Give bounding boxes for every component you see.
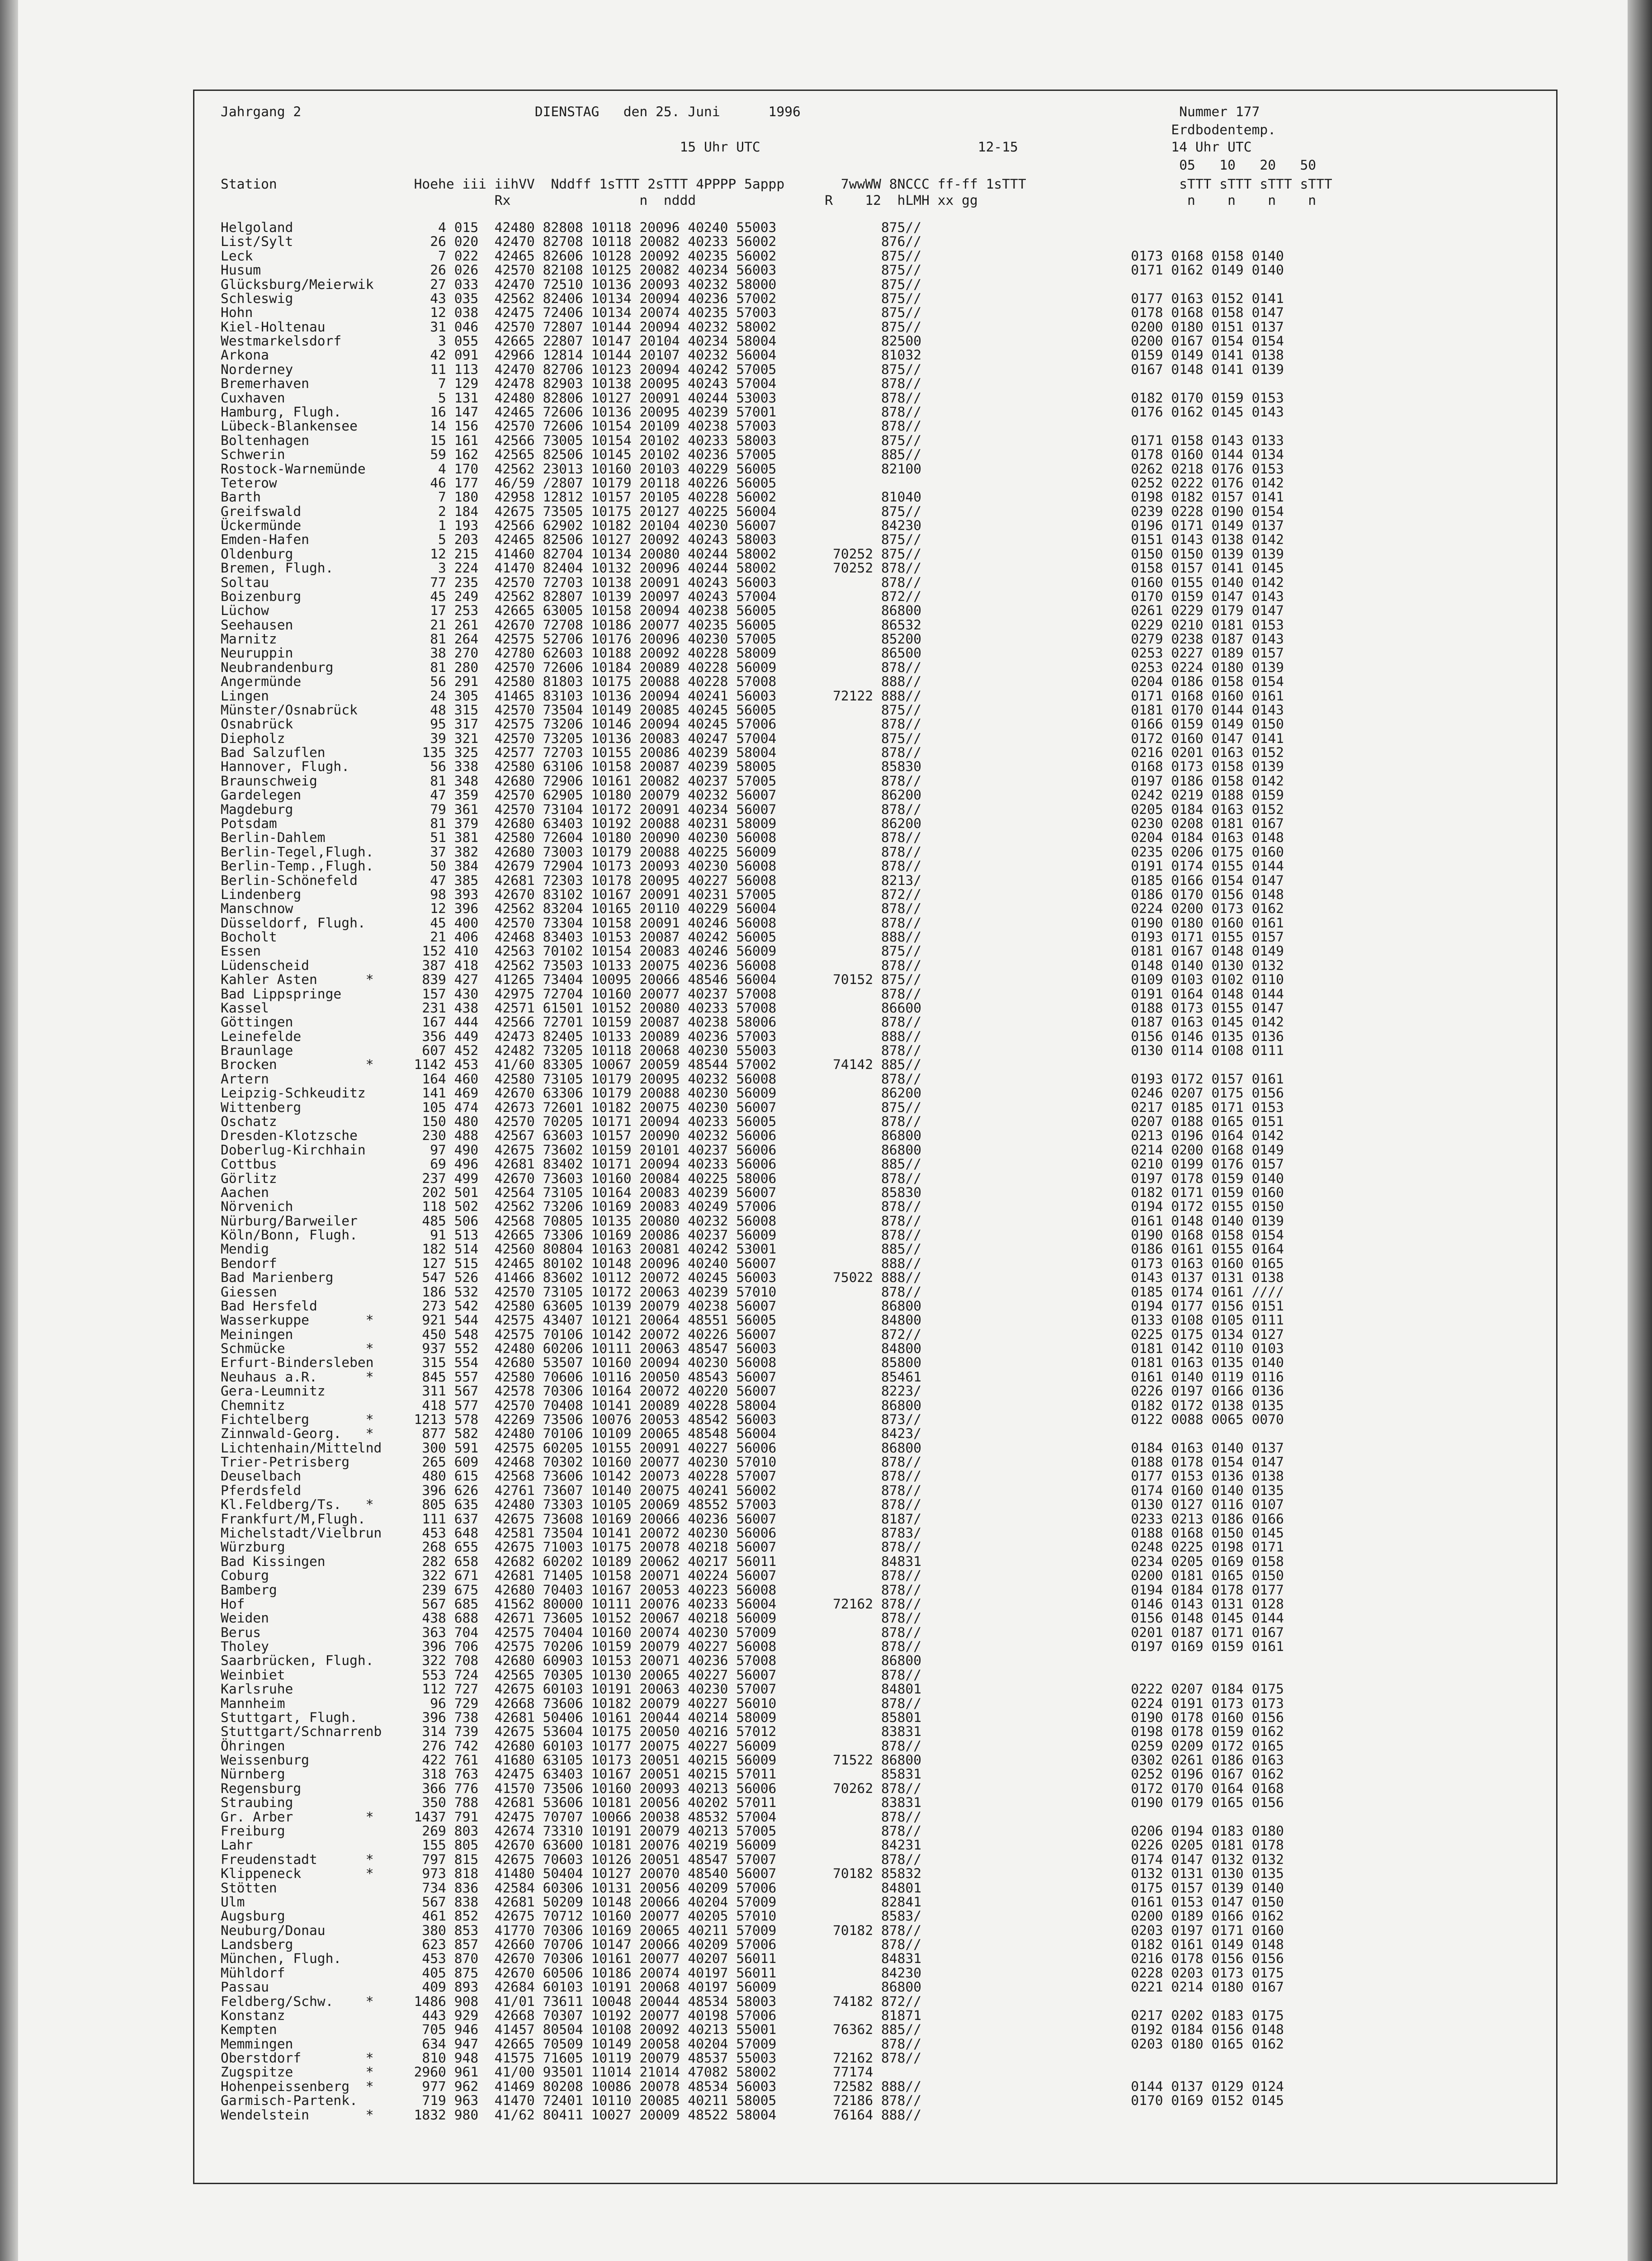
station-row: Zugspitze * 2960 961 41/00 93501 11014 21014 47082 58002 77174	[221, 2064, 873, 2080]
station-row: Berlin-Tegel,Flugh. 37 382 42680 73003 10179 20088 40225 56009 878// 0235 0206 0175 0160	[221, 844, 1284, 860]
station-row: Nürburg/Barweiler 485 506 42568 70805 10135 20080 40232 56008 878// 0161 0148 0140 0139	[221, 1213, 1284, 1229]
station-row: Deuselbach 480 615 42568 73606 10142 20073 40228 57007 878// 0177 0153 0136 0138	[221, 1468, 1284, 1484]
station-row: Schleswig 43 035 42562 82406 10134 20094 40236 57002 875// 0177 0163 0152 0141	[221, 290, 1284, 306]
station-row: Chemnitz 418 577 42570 70408 10141 20089 40228 58004 86800 0182 0172 0138 0135	[221, 1397, 1284, 1413]
station-row: Meiningen 450 548 42575 70106 10142 20072 40226 56007 872// 0225 0175 0134 0127	[221, 1326, 1284, 1342]
station-row: Mühldorf 405 875 42670 60506 10186 20074 40197 56011 84230 0228 0203 0173 0175	[221, 1965, 1284, 1981]
station-row: Lüchow 17 253 42665 63005 10158 20094 40238 56005 86800 0261 0229 0179 0147	[221, 603, 1284, 619]
station-row: Potsdam 81 379 42680 63403 10192 20088 40231 58009 86200 0230 0208 0181 0167	[221, 816, 1284, 831]
station-row: Ulm 567 838 42681 50209 10148 20066 40204 57009 82841 0161 0153 0147 0150	[221, 1894, 1284, 1910]
station-row: Lüdenscheid 387 418 42562 73503 10133 20075 40236 56008 878// 0148 0140 0130 0132	[221, 957, 1284, 973]
station-row: Schmücke * 937 552 42480 60206 10111 20063 48547 56003 84800 0181 0142 0110 0103	[221, 1341, 1284, 1356]
station-row: Hohenpeissenberg * 977 962 41469 80208 10086 20078 48534 56003 72582 888// 0144 0137 0129 0124	[221, 2078, 1284, 2094]
station-row: Bad Marienberg 547 526 41466 83602 10112 20072 40245 56003 75022 888// 0143 0137 0131 0138	[221, 1270, 1284, 1286]
station-row: Augsburg 461 852 42675 70712 10160 20077 40205 57010 8583/ 0200 0189 0166 0162	[221, 1908, 1284, 1924]
station-row: Kl.Feldberg/Ts. * 805 635 42480 73303 10105 20069 48552 57003 878// 0130 0127 0116 0107	[221, 1497, 1284, 1513]
station-row: Tholey 396 706 42575 70206 10159 20079 40227 56008 878// 0197 0169 0159 0161	[221, 1639, 1284, 1654]
station-row: Braunschweig 81 348 42680 72906 10161 20082 40237 57005 878// 0197 0186 0158 0142	[221, 773, 1284, 789]
station-row: Essen 152 410 42563 70102 10154 20083 40246 56009 875// 0181 0167 0148 0149	[221, 943, 1284, 959]
station-row: Trier-Petrisberg 265 609 42468 70302 10160 20077 40230 57010 878// 0188 0178 0154 0147	[221, 1454, 1284, 1470]
station-row: Angermünde 56 291 42580 81803 10175 20088 40228 57008 888// 0204 0186 0158 0154	[221, 674, 1284, 690]
station-row: Marnitz 81 264 42575 52706 10176 20096 40230 57005 85200 0279 0238 0187 0143	[221, 631, 1284, 647]
station-row: Frankfurt/M,Flugh. 111 637 42675 73608 10169 20066 40236 56007 8187/ 0233 0213 0186 0166	[221, 1511, 1284, 1527]
station-row: Wittenberg 105 474 42673 72601 10182 20075 40230 56007 875// 0217 0185 0171 0153	[221, 1099, 1284, 1115]
station-row: Görlitz 237 499 42670 73603 10160 20084 40225 58006 878// 0197 0178 0159 0140	[221, 1170, 1284, 1186]
station-row: Teterow 46 177 46/59 /2807 10179 20118 40226 56005 0252 0222 0176 0142	[221, 475, 1284, 491]
book-spine-shadow-left	[0, 0, 18, 2261]
station-row: Zinnwald-Georg. * 877 582 42480 70106 10109 20065 48548 56004 8423/	[221, 1426, 922, 1442]
station-row: Neuhaus a.R. * 845 557 42580 70606 10116 20050 48543 56007 85461 0161 0140 0119 0116	[221, 1369, 1284, 1385]
station-row: Münster/Osnabrück 48 315 42570 73504 10149 20085 40245 56005 875// 0181 0170 0144 0143	[221, 702, 1284, 718]
column-header-line: Rx n nddd R 12 hLMH xx gg n n n n	[221, 193, 1317, 208]
station-row: Magdeburg 79 361 42570 73104 10172 20091 40234 56007 878// 0205 0184 0163 0152	[221, 801, 1284, 817]
station-row: Greifswald 2 184 42675 73505 10175 20127 40225 56004 875// 0239 0228 0190 0154	[221, 503, 1284, 519]
station-row: Emden-Hafen 5 203 42465 82506 10127 20092 40243 58003 875// 0151 0143 0138 0142	[221, 532, 1284, 548]
station-row: Boltenhagen 15 161 42566 73005 10154 20102 40233 58003 875// 0171 0158 0143 0133	[221, 432, 1284, 448]
station-row: Cottbus 69 496 42681 83402 10171 20094 40233 56006 885// 0210 0199 0176 0157	[221, 1156, 1284, 1172]
station-row: Schwerin 59 162 42565 82506 10145 20102 40236 57005 885// 0178 0160 0144 0134	[221, 447, 1284, 463]
station-row: Wasserkuppe * 921 544 42575 43407 10121 20064 48551 56005 84800 0133 0108 0105 0111	[221, 1312, 1284, 1328]
station-row: Cuxhaven 5 131 42480 82806 10127 20091 40244 53003 878// 0182 0170 0159 0153	[221, 390, 1284, 406]
station-row: Rostock-Warnemünde 4 170 42562 23013 10160 20103 40229 56005 82100 0262 0218 0176 0153	[221, 461, 1284, 477]
station-row: Nürnberg 318 763 42475 63403 10167 20051 40215 57011 85831 0252 0196 0167 0162	[221, 1766, 1284, 1782]
column-header-line: Erdbodentemp.	[221, 122, 1276, 137]
station-row: Bad Salzuflen 135 325 42577 72703 10155 20086 40239 58004 878// 0216 0201 0163 0152	[221, 745, 1284, 761]
station-row: Hohn 12 038 42475 72406 10134 20074 40235 57003 875// 0178 0168 0158 0147	[221, 305, 1284, 321]
station-row: Karlsruhe 112 727 42675 60103 10191 20063 40230 57007 84801 0222 0207 0184 0175	[221, 1681, 1284, 1697]
station-row: Bad Lippspringe 157 430 42975 72704 10160 20077 40237 57008 878// 0191 0164 0148 0144	[221, 986, 1284, 1002]
station-row: Kempten 705 946 41457 80504 10108 20092 40213 55001 76362 885// 0192 0184 0156 0148	[221, 2022, 1284, 2038]
station-row: Hof 567 685 41562 80000 10111 20076 40233 56004 72162 878// 0146 0143 0131 0128	[221, 1596, 1284, 1612]
book-edge-right	[1628, 0, 1652, 2261]
station-row: Regensburg 366 776 41570 73506 10160 20093 40213 56006 70262 878// 0172 0170 0164 0168	[221, 1780, 1284, 1796]
station-row: Gera-Leumnitz 311 567 42578 70306 10164 20072 40220 56007 8223/ 0226 0197 0166 0136	[221, 1383, 1284, 1399]
station-row: Mendig 182 514 42560 80804 10163 20081 40242 53001 885// 0186 0161 0155 0164	[221, 1241, 1284, 1257]
station-row: Diepholz 39 321 42570 73205 10136 20083 40247 57004 875// 0172 0160 0147 0141	[221, 730, 1284, 746]
station-row: Memmingen 634 947 42665 70509 10149 20058 40204 57009 878// 0203 0180 0165 0162	[221, 2036, 1284, 2052]
station-row: Wendelstein * 1832 980 41/62 80411 10027 20009 48522 58004 76164 888//	[221, 2107, 922, 2123]
station-row: Mannheim 96 729 42668 73606 10182 20079 40227 56010 878// 0224 0191 0173 0173	[221, 1695, 1284, 1711]
station-row: Manschnow 12 396 42562 83204 10165 20110 40229 56004 878// 0224 0200 0173 0162	[221, 901, 1284, 917]
station-row: Konstanz 443 929 42668 70307 10192 20077 40198 57006 81871 0217 0202 0183 0175	[221, 2007, 1284, 2023]
station-row: Doberlug-Kirchhain 97 490 42675 73602 10159 20101 40237 56006 86800 0214 0200 0168 0149	[221, 1142, 1284, 1158]
station-row: Erfurt-Bindersleben 315 554 42680 53507 10160 20094 40230 56008 85800 0181 0163 0135 0140	[221, 1355, 1284, 1371]
column-header-line: 05 10 20 50	[221, 157, 1317, 173]
station-row: Öhringen 276 742 42680 60103 10177 20075 40227 56009 878// 0259 0209 0172 0165	[221, 1738, 1284, 1754]
station-row: Leipzig-Schkeuditz 141 469 42670 63306 10179 20088 40230 56009 86200 0246 0207 0175 0156	[221, 1085, 1284, 1101]
station-row: List/Sylt 26 020 42470 82708 10118 20082 40233 56002 876//	[221, 234, 922, 250]
station-row: Saarbrücken, Flugh. 322 708 42680 60903 10153 20071 40236 57008 86800	[221, 1653, 922, 1669]
station-row: Düsseldorf, Flugh. 45 400 42570 73304 10158 20091 40246 56008 878// 0190 0180 0160 0161	[221, 915, 1284, 931]
station-row: Dresden-Klotzsche 230 488 42567 63603 10157 20090 40232 56006 86800 0213 0196 0164 0142	[221, 1128, 1284, 1144]
station-row: Fichtelberg * 1213 578 42269 73506 10076 20053 48542 56003 873// 0122 0088 0065 0070	[221, 1411, 1284, 1427]
station-row: Arkona 42 091 42966 12814 10144 20107 40232 56004 81032 0159 0149 0141 0138	[221, 347, 1284, 363]
station-row: Bendorf 127 515 42465 80102 10148 20096 40240 56007 888// 0173 0163 0160 0165	[221, 1255, 1284, 1271]
station-row: Freudenstadt * 797 815 42675 70603 10126 20051 48547 57007 878// 0174 0147 0132 0132	[221, 1851, 1284, 1867]
station-row: Berlin-Dahlem 51 381 42580 72604 10180 20090 40230 56008 878// 0204 0184 0163 0148	[221, 830, 1284, 846]
station-row: Ückermünde 1 193 42566 62902 10182 20104 40230 56007 84230 0196 0171 0149 0137	[221, 518, 1284, 533]
station-row: Lübeck-Blankensee 14 156 42570 72606 10154 20109 40238 57003 878//	[221, 418, 922, 434]
station-row: Brocken * 1142 453 41/60 83305 10067 20059 48544 57002 74142 885//	[221, 1057, 922, 1073]
station-row: Helgoland 4 015 42480 82808 10118 20096 40240 55003 875//	[221, 220, 922, 235]
station-row: Coburg 322 671 42681 71405 10158 20071 40224 56007 878// 0200 0181 0165 0150	[221, 1568, 1284, 1584]
station-row: Kiel-Holtenau 31 046 42570 72807 10144 20094 40232 58002 875// 0200 0180 0151 0137	[221, 319, 1284, 335]
station-row: Oldenburg 12 215 41460 82704 10134 20080 40244 58002 70252 875// 0150 0150 0139 0139	[221, 546, 1284, 562]
station-row: Bamberg 239 675 42680 70403 10167 20053 40223 56008 878// 0194 0184 0178 0177	[221, 1582, 1284, 1598]
station-row: Berlin-Temp.,Flugh. 50 384 42679 72904 10173 20093 40230 56008 878// 0191 0174 0155 0144	[221, 858, 1284, 874]
station-row: Nörvenich 118 502 42562 73206 10169 20083 40249 57006 878// 0194 0172 0155 0150	[221, 1199, 1284, 1215]
station-row: Köln/Bonn, Flugh. 91 513 42665 73306 10169 20086 40237 56009 878// 0190 0168 0158 0154	[221, 1227, 1284, 1243]
station-row: Bremen, Flugh. 3 224 41470 82404 10132 20096 40244 58002 70252 878// 0158 0157 0141 0145	[221, 560, 1284, 576]
station-row: Leinefelde 356 449 42473 82405 10133 20089 40236 57003 888// 0156 0146 0135 0136	[221, 1028, 1284, 1044]
station-row: Weiden 438 688 42671 73605 10152 20067 40218 56009 878// 0156 0148 0145 0144	[221, 1610, 1284, 1626]
station-row: Osnabrück 95 317 42575 73206 10146 20094 40245 57006 878// 0166 0159 0149 0150	[221, 716, 1284, 732]
station-row: Stötten 734 836 42584 60306 10131 20056 40209 57006 84801 0175 0157 0139 0140	[221, 1880, 1284, 1896]
station-row: Bocholt 21 406 42468 83403 10153 20087 40242 56005 888// 0193 0171 0155 0157	[221, 929, 1284, 945]
station-row: München, Flugh. 453 870 42670 70306 10161 20077 40207 56011 84831 0216 0178 0156 0156	[221, 1951, 1284, 1967]
station-row: Barth 7 180 42958 12812 10157 20105 40228 56002 81040 0198 0182 0157 0141	[221, 489, 1284, 505]
station-row: Bad Hersfeld 273 542 42580 63605 10139 20079 40238 56007 86800 0194 0177 0156 0151	[221, 1298, 1284, 1314]
station-row: Bremerhaven 7 129 42478 82903 10138 20095 40243 57004 878//	[221, 376, 922, 392]
station-row: Westmarkelsdorf 3 055 42665 22807 10147 20104 40234 58004 82500 0200 0167 0154 0154	[221, 333, 1284, 349]
station-row: Lichtenhain/Mittelnd 300 591 42575 60205 10155 20091 40227 56006 86800 0184 0163 0140 0137	[221, 1440, 1284, 1456]
station-row: Neuruppin 38 270 42780 62603 10188 20092 40228 58009 86500 0253 0227 0189 0157	[221, 645, 1284, 661]
station-row: Passau 409 893 42684 60103 10191 20068 40197 56009 86800 0221 0214 0180 0167	[221, 1979, 1284, 1995]
station-row: Garmisch-Partenk. 719 963 41470 72401 10110 20085 40211 58005 72186 878// 0170 0169 0152 0145	[221, 2093, 1284, 2109]
station-row: Straubing 350 788 42681 53606 10181 20056 40202 57011 83831 0190 0179 0165 0156	[221, 1795, 1284, 1811]
column-header-line: 15 Uhr UTC 12-15 14 Uhr UTC	[221, 139, 1252, 155]
station-row: Stuttgart/Schnarrenb 314 739 42675 53604 10175 20050 40216 57012 83831 0198 0178 0159 0162	[221, 1724, 1284, 1740]
station-row: Klippeneck * 973 818 41480 50404 10127 20070 48540 56007 70182 85832 0132 0131 0130 0135	[221, 1866, 1284, 1882]
station-row: Husum 26 026 42570 82108 10125 20082 40234 56003 875// 0171 0162 0149 0140	[221, 262, 1284, 278]
station-row: Oberstdorf * 810 948 41575 71605 10119 20079 48537 55003 72162 878//	[221, 2050, 922, 2066]
station-row: Braunlage 607 452 42482 73205 10118 20068 40230 55003 878// 0130 0114 0108 0111	[221, 1043, 1284, 1058]
station-row: Norderney 11 113 42470 82706 10123 20094 40242 57005 875// 0167 0148 0141 0139	[221, 361, 1284, 377]
station-row: Freiburg 269 803 42674 73310 10191 20079 40213 57005 878// 0206 0194 0183 0180	[221, 1823, 1284, 1839]
station-row: Kassel 231 438 42571 61501 10152 20080 40233 57008 86600 0188 0173 0155 0147	[221, 1000, 1284, 1016]
station-row: Gardelegen 47 359 42570 62905 10180 20079 40232 56007 86200 0242 0219 0188 0159	[221, 787, 1284, 803]
station-row: Weissenburg 422 761 41680 63105 10173 20051 40215 56009 71522 86800 0302 0261 0186 0163	[221, 1752, 1284, 1768]
station-row: Pferdsfeld 396 626 42761 73607 10140 20075 40241 56002 878// 0174 0160 0140 0135	[221, 1482, 1284, 1498]
station-row: Giessen 186 532 42570 73105 10172 20063 40239 57010 878// 0185 0174 0161 ////	[221, 1284, 1284, 1300]
station-row: Leck 7 022 42465 82606 10128 20092 40235 56002 875// 0173 0168 0158 0140	[221, 248, 1284, 264]
station-row: Berlin-Schönefeld 47 385 42681 72303 10178 20095 40227 56008 8213/ 0185 0166 0154 0147	[221, 872, 1284, 888]
station-row: Stuttgart, Flugh. 396 738 42681 50406 10161 20044 40214 58009 85801 0190 0178 0160 0156	[221, 1709, 1284, 1725]
station-row: Neuburg/Donau 380 853 41770 70306 10169 20065 40211 57009 70182 878// 0203 0197 0171 0160	[221, 1922, 1284, 1938]
station-row: Glücksburg/Meierwik 27 033 42470 72510 10136 20093 40232 58000 875//	[221, 276, 922, 292]
station-row: Berus 363 704 42575 70404 10160 20074 40230 57009 878// 0201 0187 0171 0167	[221, 1624, 1284, 1640]
station-row: Seehausen 21 261 42670 72708 10186 20077 40235 56005 86532 0229 0210 0181 0153	[221, 617, 1284, 633]
station-row: Würzburg 268 655 42675 71003 10175 20078 40218 56007 878// 0248 0225 0198 0171	[221, 1539, 1284, 1555]
station-row: Neubrandenburg 81 280 42570 72606 10184 20089 40228 56009 878// 0253 0224 0180 0139	[221, 659, 1284, 675]
station-row: Lahr 155 805 42670 63600 10181 20076 40219 56009 84231 0226 0205 0181 0178	[221, 1837, 1284, 1853]
station-row: Soltau 77 235 42570 72703 10138 20091 40243 56003 878// 0160 0155 0140 0142	[221, 574, 1284, 590]
column-header-line: Station Hoehe iii iihVV Nddff 1sTTT 2sTTT 4PPPP 5appp 7wwWW 8NCCC ff-ff 1sTTT sTTT sTTT sTTT sTTT	[221, 176, 1332, 192]
station-row: Kahler Asten * 839 427 41265 73404 10095 20066 48546 56004 70152 875// 0109 0103 0102 0110	[221, 972, 1284, 988]
page-header-line: Jahrgang 2 DIENSTAG den 25. Juni 1996 Nummer 177	[221, 104, 1260, 119]
station-row: Feldberg/Schw. * 1486 908 41/01 73611 10048 20044 48534 58003 74182 872//	[221, 1993, 922, 2009]
station-row: Landsberg 623 857 42660 70706 10147 20066 40209 57006 878// 0182 0161 0149 0148	[221, 1937, 1284, 1952]
station-row: Hamburg, Flugh. 16 147 42465 72606 10136 20095 40239 57001 878// 0176 0162 0145 0143	[221, 404, 1284, 420]
station-row: Artern 164 460 42580 73105 10179 20095 40232 56008 878// 0193 0172 0157 0161	[221, 1071, 1284, 1087]
station-row: Hannover, Flugh. 56 338 42580 63106 10158 20087 40239 58005 85830 0168 0173 0158 0139	[221, 759, 1284, 775]
station-row: Lindenberg 98 393 42670 83102 10167 20091 40231 57005 872// 0186 0170 0156 0148	[221, 886, 1284, 902]
station-row: Göttingen 167 444 42566 72701 10159 20087 40238 58006 878// 0187 0163 0145 0142	[221, 1014, 1284, 1030]
station-row: Oschatz 150 480 42570 70205 10171 20094 40233 56005 878// 0207 0188 0165 0151	[221, 1113, 1284, 1129]
station-row: Michelstadt/Vielbrun 453 648 42581 73504 10141 20072 40230 56006 8783/ 0188 0168 0150 0145	[221, 1525, 1284, 1541]
station-row: Gr. Arber * 1437 791 42475 70707 10066 20038 48532 57004 878//	[221, 1809, 922, 1825]
station-row: Weinbiet 553 724 42565 70305 10130 20065 40227 56007 878//	[221, 1667, 922, 1683]
station-row: Bad Kissingen 282 658 42682 60202 10189 20062 40217 56011 84831 0234 0205 0169 0158	[221, 1553, 1284, 1569]
station-row: Lingen 24 305 41465 83103 10136 20094 40241 56003 72122 888// 0171 0168 0160 0161	[221, 688, 1284, 704]
station-row: Boizenburg 45 249 42562 82807 10139 20097 40243 57004 872// 0170 0159 0147 0143	[221, 588, 1284, 604]
station-row: Aachen 202 501 42564 73105 10164 20083 40239 56007 85830 0182 0171 0159 0160	[221, 1184, 1284, 1200]
